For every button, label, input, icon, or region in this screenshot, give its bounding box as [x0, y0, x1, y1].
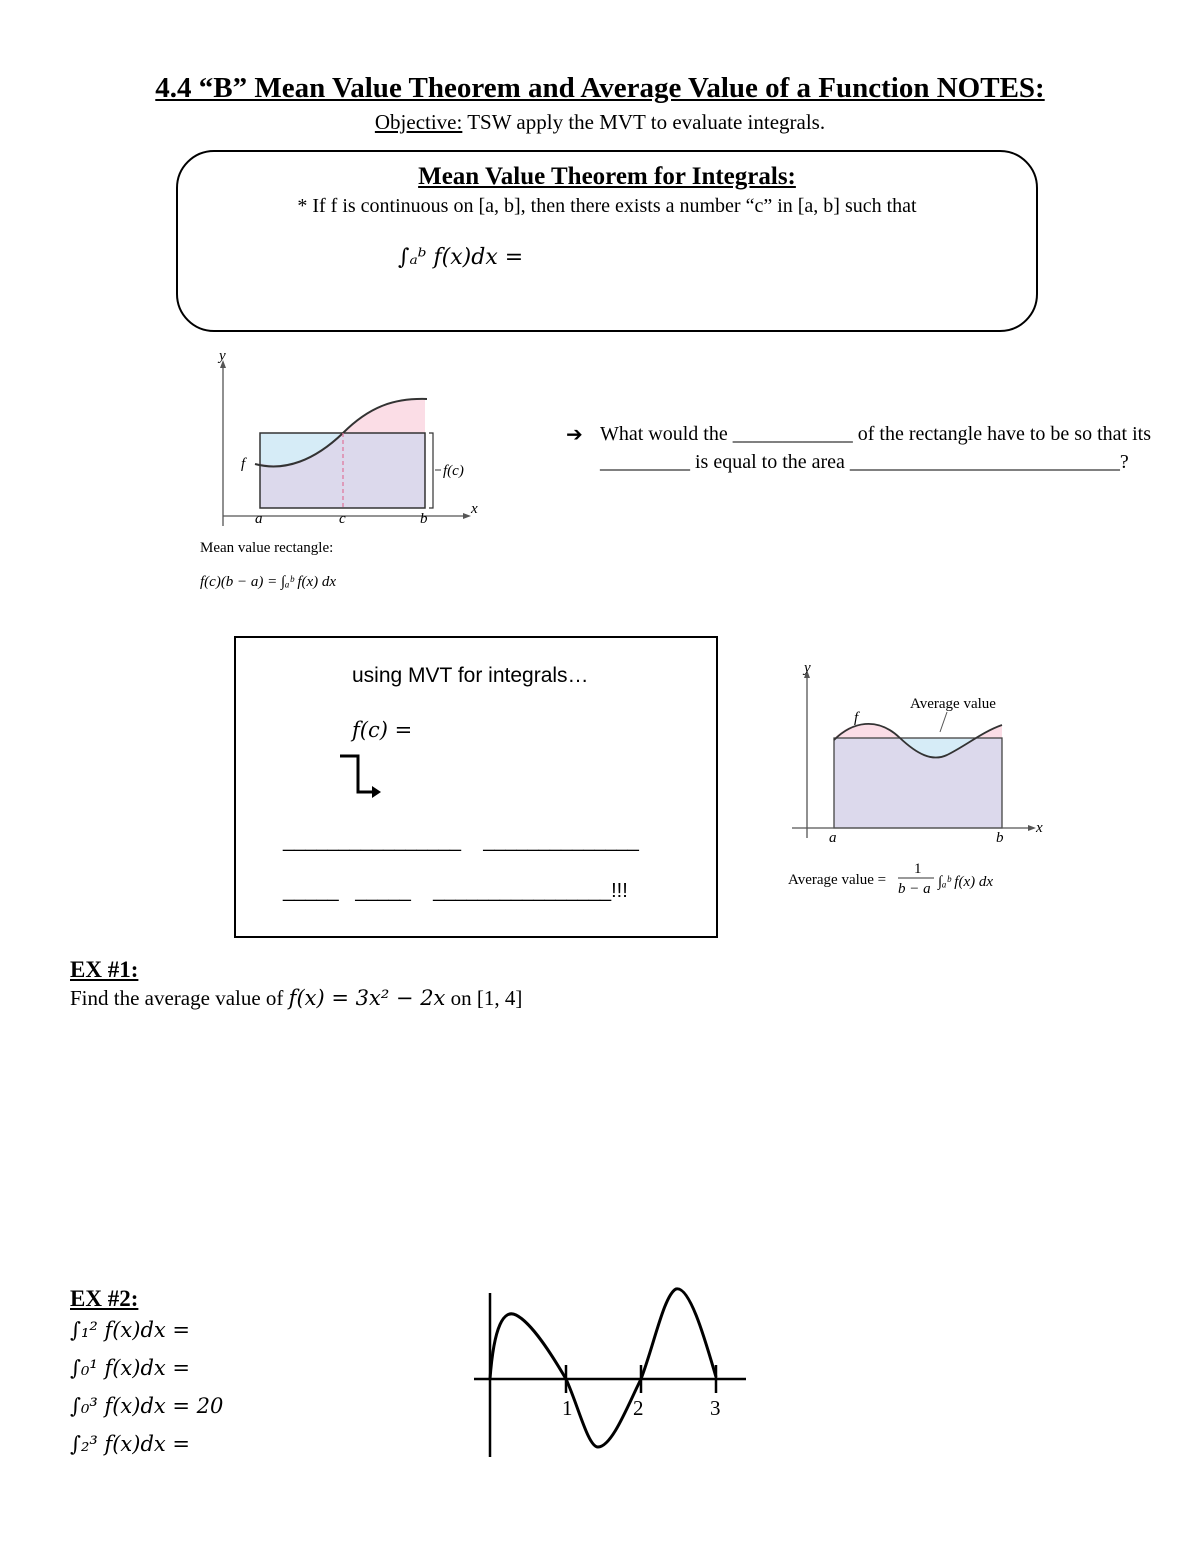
ex1-function: f(x) = 3x² − 2x: [288, 986, 446, 1010]
tick-label-c: c: [339, 511, 346, 527]
ex2-heading: EX #2:: [70, 1286, 139, 1311]
figure2-caption-denominator: b − a: [898, 881, 931, 897]
mean-value-rectangle-figure: [195, 348, 495, 608]
tick-label-a: a: [255, 511, 263, 527]
tick-label-b-2: b: [996, 830, 1004, 846]
average-value-figure: [782, 660, 1052, 900]
ex2-tick-label-1: 1: [562, 1396, 573, 1420]
ex1-text-prefix: Find the average value of: [70, 986, 289, 1010]
average-value-pointer: [940, 712, 947, 732]
axis-label-x-2: x: [1036, 820, 1043, 836]
mvt-heading: Mean Value Theorem for Integrals:: [418, 163, 796, 190]
figure2-caption-numerator: 1: [914, 861, 922, 877]
axis-label-y-2: y: [804, 660, 811, 676]
objective: [0, 110, 1200, 135]
mvt-statement: * If f is continuous on [a, b], then there exists a number “c” in [a, b] such that: [297, 195, 917, 217]
page-title: 4.4 “B” Mean Value Theorem and Average Value of a Function NOTES:: [155, 72, 1045, 104]
ex2-integral-list: [70, 1318, 223, 1470]
ex2-line-1: ∫₁² f(x)dx =: [70, 1318, 191, 1342]
ex1-heading: EX #1:: [70, 957, 139, 982]
ex2-line-3: ∫₀³ f(x)dx = 20: [70, 1394, 224, 1418]
figure2-caption-label: Average value =: [788, 872, 887, 888]
tick-label-b: b: [420, 511, 428, 527]
ex2-line-2: ∫₀¹ f(x)dx =: [70, 1356, 191, 1380]
label-fc: f(c): [443, 463, 464, 479]
right-arrow-icon: ➔: [566, 422, 583, 446]
ex1-text-suffix: on [1, 4]: [445, 986, 523, 1010]
ex2-function-curve: [490, 1289, 716, 1447]
fill-in-blanks-row1: ________________ ______________: [283, 830, 639, 852]
curve-label-f-2: f: [854, 710, 859, 726]
figure1-caption-formula: f(c)(b − a) = ∫ₐᵇ f(x) dx: [200, 574, 337, 590]
ex2-tick-label-2: 2: [633, 1396, 644, 1420]
x-axis-arrow-icon-2: [1028, 825, 1036, 831]
figure2-caption-integral: ∫ₐᵇ f(x) dx: [938, 874, 994, 890]
bent-arrow-icon: [338, 752, 388, 802]
label-average-value: Average value: [910, 696, 996, 712]
ex2-line-4: ∫₂³ f(x)dx =: [70, 1432, 191, 1456]
axis-label-x: x: [471, 501, 478, 517]
curve-label-f: f: [241, 456, 246, 472]
objective-label: Objective:: [374, 110, 463, 134]
axis-label-y: y: [219, 348, 226, 364]
fill-in-blanks-row2: _____ _____ ________________!!!: [283, 880, 628, 902]
mvt-integral: ∫ₐᵇ f(x)dx =: [398, 245, 524, 270]
using-mvt-text: using MVT for integrals…: [352, 664, 589, 687]
x-axis-arrow-icon: [463, 513, 471, 519]
ex2-tick-label-3: 3: [710, 1396, 721, 1420]
fc-equation: f(c) =: [352, 718, 413, 742]
objective-text: TSW apply the MVT to evaluate integrals.: [462, 110, 826, 134]
ex2-graph: [470, 1285, 750, 1465]
tick-label-a-2: a: [829, 830, 837, 846]
figure1-caption-title: Mean value rectangle:: [200, 540, 334, 556]
question-text: What would the ____________ of the rectangle have to be so that its _________ is equal to the area ___________________________?: [600, 423, 1151, 473]
ex1-prompt: [70, 986, 522, 1011]
fc-bracket: [429, 433, 433, 508]
